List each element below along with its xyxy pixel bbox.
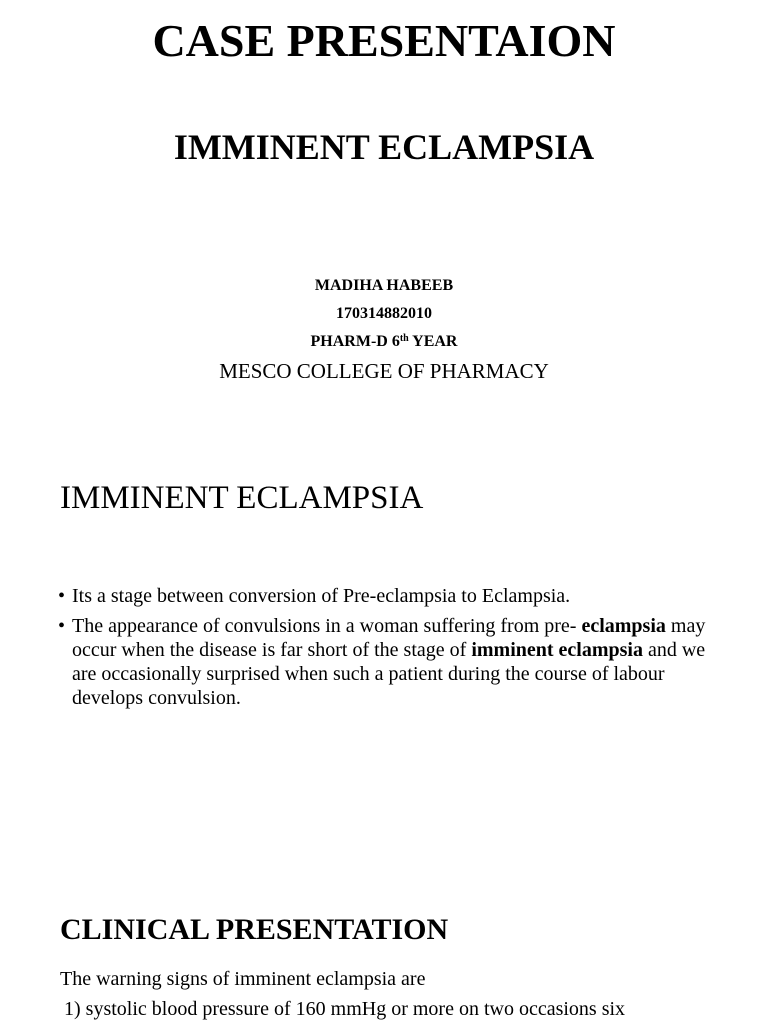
clinical-heading: CLINICAL PRESENTATION xyxy=(60,913,449,946)
author-name: MADIHA HABEEB xyxy=(314,277,454,294)
college-name: MESCO COLLEGE OF PHARMACY xyxy=(219,359,549,383)
program-suffix: YEAR xyxy=(408,333,458,350)
definition-bullet-list xyxy=(58,584,718,716)
bullet-text-part: and we are occasionally surprised when such a patient during the course of labour develops convulsion. xyxy=(72,639,706,709)
title-slide xyxy=(0,0,768,420)
definition-heading: IMMINENT ECLAMPSIA xyxy=(60,480,424,516)
clinical-list-item: 1) systolic blood pressure of 160 mmHg or more on two occasions six xyxy=(64,998,626,1020)
clinical-slide xyxy=(0,880,768,1024)
program-superscript: th xyxy=(399,333,409,344)
bullet-marker: • xyxy=(58,585,66,607)
bullet-marker: • xyxy=(58,615,66,637)
author-program xyxy=(0,328,768,356)
author-id: 170314882010 xyxy=(336,305,432,322)
bullet-text-part: may occur when the disease is far short of the stage of xyxy=(72,615,706,661)
bullet-bold-term: eclampsia xyxy=(581,615,666,637)
presentation-title: CASE PRESENTAION xyxy=(152,15,616,66)
clinical-intro: The warning signs of imminent eclampsia are xyxy=(60,968,426,990)
bullet-item xyxy=(58,584,718,608)
bullet-bold-term: imminent eclampsia xyxy=(471,639,643,661)
author-block xyxy=(0,272,768,386)
definition-slide xyxy=(0,440,768,860)
program-prefix: PHARM-D 6 xyxy=(310,333,400,350)
bullet-text: Its a stage between conversion of Pre-eclampsia to Eclampsia. xyxy=(72,585,571,607)
presentation-subtitle: IMMINENT ECLAMPSIA xyxy=(173,127,595,167)
bullet-item xyxy=(58,614,718,710)
bullet-text-part: The appearance of convulsions in a woman suffering from pre- xyxy=(72,615,582,637)
